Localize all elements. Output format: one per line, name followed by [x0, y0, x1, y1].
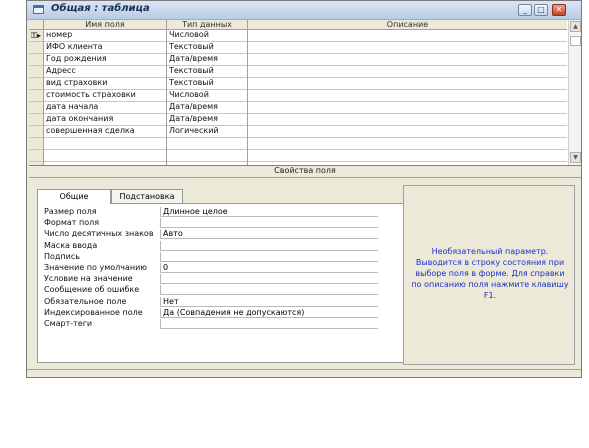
grid-body — [29, 30, 567, 166]
row-selector[interactable] — [29, 42, 44, 53]
table-row[interactable] — [29, 150, 567, 162]
table-design-window — [26, 0, 582, 378]
property-label: Формат поля — [44, 218, 100, 228]
property-label: Смарт-теги — [44, 319, 93, 328]
grid-divider — [166, 20, 167, 165]
table-row[interactable] — [29, 90, 567, 102]
grid-header — [29, 20, 567, 30]
field-name-cell[interactable]: совершенная сделка — [46, 126, 135, 135]
help-text: Необязательный параметр. Выводится в строку состояния при выборе поля в форме. Для справки по описанию поля нажмите клавишу F1. — [411, 247, 569, 300]
data-type-cell[interactable]: Дата/время — [169, 54, 218, 63]
property-label: Условие на значение — [44, 274, 133, 284]
data-type-cell[interactable]: Дата/время — [169, 114, 218, 123]
window-title: Общая : таблица — [51, 3, 150, 14]
property-label: Индексированное поле — [44, 307, 143, 317]
field-properties-title: Свойства поля — [29, 166, 581, 178]
grid-divider — [247, 20, 248, 165]
property-value[interactable]: Авто — [160, 229, 378, 239]
header-field-name[interactable]: Имя поля — [85, 20, 125, 29]
row-selector[interactable] — [29, 114, 44, 125]
scroll-down-icon[interactable]: ▼ — [570, 152, 581, 163]
table-row[interactable] — [29, 114, 567, 126]
field-name-cell[interactable]: Адресс — [46, 66, 76, 75]
field-name-cell[interactable]: стоимость страховки — [46, 90, 136, 99]
scroll-thumb[interactable] — [570, 36, 581, 46]
data-type-cell[interactable]: Дата/время — [169, 102, 218, 111]
header-data-type[interactable]: Тип данных — [182, 20, 232, 29]
field-grid — [29, 20, 581, 166]
title-bar[interactable] — [27, 1, 581, 20]
header-description[interactable]: Описание — [386, 20, 429, 29]
property-value[interactable] — [160, 252, 378, 262]
vertical-scrollbar[interactable] — [568, 20, 581, 165]
property-label: Размер поля — [44, 207, 97, 216]
property-value[interactable] — [160, 274, 378, 284]
property-label: Значение по умолчанию — [44, 263, 148, 272]
row-selector[interactable] — [29, 126, 44, 137]
data-type-cell[interactable]: Числовой — [169, 30, 209, 39]
close-button[interactable]: ✕ — [552, 4, 566, 16]
row-selector[interactable] — [29, 78, 44, 89]
table-row[interactable] — [29, 42, 567, 54]
property-value[interactable] — [160, 218, 378, 228]
field-name-cell[interactable]: ИФО клиента — [46, 42, 103, 51]
help-panel — [403, 185, 575, 365]
row-selector[interactable] — [29, 66, 44, 77]
property-label: Подпись — [44, 251, 80, 261]
table-row[interactable] — [29, 30, 567, 42]
property-value[interactable]: Длинное целое — [160, 207, 378, 217]
window-bottom-edge — [27, 369, 581, 378]
table-row[interactable] — [29, 102, 567, 114]
row-selector[interactable] — [29, 54, 44, 65]
field-name-cell[interactable]: Год рождения — [46, 54, 107, 63]
row-selector[interactable] — [29, 150, 44, 161]
row-selector[interactable] — [29, 90, 44, 101]
data-type-cell[interactable]: Текстовый — [169, 78, 214, 87]
scroll-up-icon[interactable]: ▲ — [570, 21, 581, 32]
property-value[interactable] — [160, 241, 378, 251]
property-label: Обязательное поле — [44, 296, 127, 306]
data-type-cell[interactable]: Текстовый — [169, 42, 214, 51]
properties-panel — [37, 203, 409, 363]
grid-divider — [43, 20, 44, 165]
property-label: Маска ввода — [44, 240, 98, 250]
tab-lookup[interactable]: Подстановка — [111, 189, 183, 203]
minimize-button[interactable]: _ — [518, 4, 532, 16]
property-value[interactable]: Нет — [160, 297, 378, 307]
row-selector[interactable] — [29, 102, 44, 113]
field-name-cell[interactable]: номер — [46, 30, 73, 39]
field-name-cell[interactable]: дата окончания — [46, 114, 114, 123]
table-row[interactable] — [29, 138, 567, 150]
property-value[interactable]: 0 — [160, 263, 378, 273]
maximize-button[interactable]: □ — [534, 4, 548, 16]
table-row[interactable] — [29, 126, 567, 138]
table-icon — [33, 5, 44, 14]
table-row[interactable] — [29, 66, 567, 78]
property-label: Сообщение об ошибке — [44, 285, 140, 295]
property-value[interactable] — [160, 285, 378, 295]
table-row[interactable] — [29, 54, 567, 66]
field-name-cell[interactable]: вид страховки — [46, 78, 108, 87]
property-value[interactable]: Да (Совпадения не допускаются) — [160, 308, 378, 318]
field-name-cell[interactable]: дата начала — [46, 102, 99, 111]
tab-general[interactable]: Общие — [37, 189, 111, 204]
property-label: Число десятичных знаков — [44, 229, 154, 239]
data-type-cell[interactable]: Логический — [169, 126, 219, 135]
table-row[interactable] — [29, 78, 567, 90]
property-value[interactable] — [160, 319, 378, 329]
data-type-cell[interactable]: Числовой — [169, 90, 209, 99]
primary-key-icon[interactable]: ⚿▸ — [29, 30, 44, 41]
row-selector[interactable] — [29, 138, 44, 149]
data-type-cell[interactable]: Текстовый — [169, 66, 214, 75]
